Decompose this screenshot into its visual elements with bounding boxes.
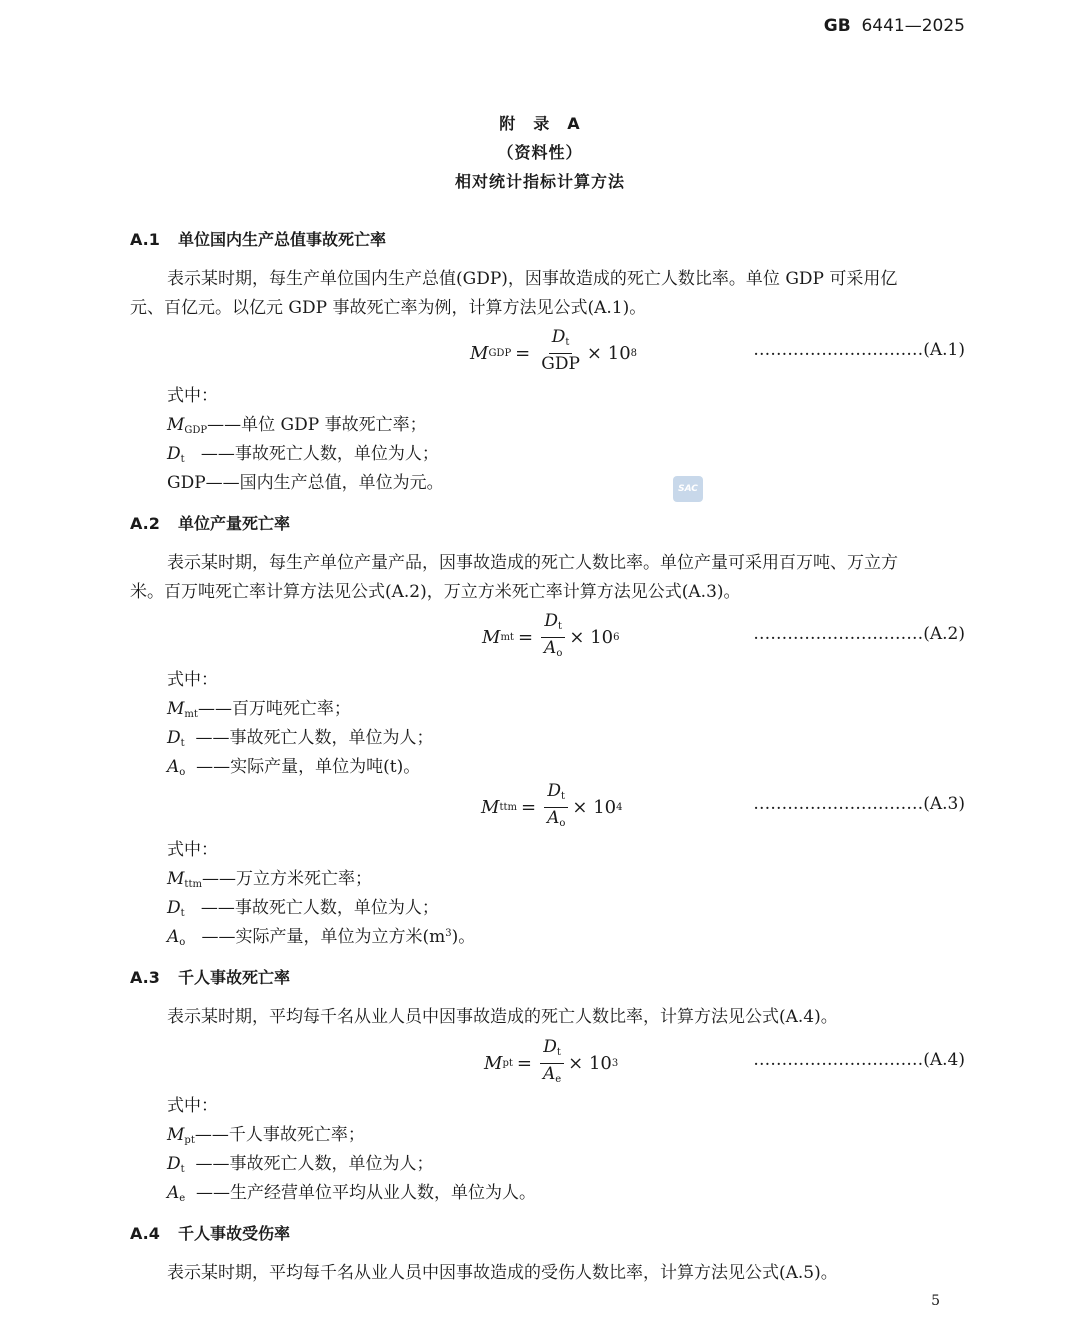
fraction: $\frac{D_t}{A_o}$ — [544, 782, 568, 833]
appendix-nature: （资料性） — [497, 143, 583, 162]
definition-item: GDP——国内生产总值，单位为元。 — [167, 473, 444, 493]
section-heading-a1: A.1 单位国内生产总值事故死亡率 — [130, 230, 387, 249]
definition-item: $A_o$ ——实际产量，单位为吨(t)。 — [167, 757, 421, 778]
definition-item: $A_e$ ——生产经营单位平均从业人数，单位为人。 — [167, 1183, 537, 1204]
formula-a3: M ttm = $\frac{D_t}{A_o}$ × 10 4 — [481, 782, 622, 833]
fraction: $\frac{D_t}{\text{GDP}}$ — [541, 327, 580, 374]
equation-number-a4: …………………………(A.4) — [753, 1050, 965, 1070]
appendix-title: 附 录 A — [499, 114, 581, 133]
definition-item: $D_t$ ——事故死亡人数，单位为人； — [167, 444, 439, 465]
sac-watermark-logo: SAC — [673, 476, 703, 502]
where-label: 式中： — [167, 840, 218, 860]
formula-a2: M mt = $\frac{D_t}{A_o}$ × 10 6 — [482, 612, 619, 663]
definition-item: $M_{pt}——$千人事故死亡率； — [167, 1125, 365, 1146]
where-label: 式中： — [167, 670, 218, 690]
paragraph-a2: 表示某时期，每生产单位产量产品，因事故造成的死亡人数比率。单位产量可采用百万吨、万立方 米。百万吨死亡率计算方法见公式(A.2)，万立方米死亡率计算方法见公式(A.3)。 — [130, 553, 898, 602]
definition-item: $M_{GDP}——$单位 GDP 事故死亡率； — [167, 415, 427, 436]
standard-code: GB 6441—2025 — [823, 16, 965, 36]
fraction: $\frac{D_t}{A_e}$ — [540, 1038, 564, 1089]
formula-a4: M pt = $\frac{D_t}{A_e}$ × 10 3 — [484, 1038, 618, 1089]
equation-number-a2: …………………………(A.2) — [753, 624, 965, 644]
where-label: 式中： — [167, 386, 218, 406]
definition-item: $D_t$ ——事故死亡人数，单位为人； — [167, 1154, 434, 1175]
paragraph-a3: 表示某时期，平均每千名从业人员中因事故造成的死亡人数比率，计算方法见公式(A.4)。 — [167, 1007, 838, 1027]
fraction: $\frac{D_t}{A_o}$ — [541, 612, 565, 663]
section-heading-a3: A.3 千人事故死亡率 — [130, 968, 291, 987]
definition-item: $D_t$ ——事故死亡人数，单位为人； — [167, 898, 439, 919]
appendix-name: 相对统计指标计算方法 — [454, 172, 625, 191]
page-number: 5 — [931, 1293, 940, 1309]
paragraph-a1: 表示某时期，每生产单位国内生产总值(GDP)，因事故造成的死亡人数比率。单位 GDP 可采用亿 元、百亿元。以亿元 GDP 事故死亡率为例，计算方法见公式(A.1)。 — [130, 269, 898, 318]
formula-a1: M GDP = $\frac{D_t}{\text{GDP}}$ × 10 8 — [470, 328, 637, 379]
section-heading-a2: A.2 单位产量死亡率 — [130, 514, 291, 533]
definition-item: $D_t$ ——事故死亡人数，单位为人； — [167, 728, 434, 749]
paragraph-a4: 表示某时期，平均每千名从业人员中因事故造成的受伤人数比率，计算方法见公式(A.5)。 — [167, 1263, 838, 1283]
definition-item: $A_o$ ——实际产量，单位为立方米$(m^3)$。 — [167, 927, 476, 948]
where-label: 式中： — [167, 1096, 218, 1116]
equation-number-a1: …………………………(A.1) — [753, 340, 965, 360]
definition-item: $M_{mt}——$百万吨死亡率； — [167, 699, 351, 720]
section-heading-a4: A.4 千人事故受伤率 — [130, 1224, 291, 1243]
definition-item: $M_{ttm}——$万立方米死亡率； — [167, 869, 372, 890]
equation-number-a3: …………………………(A.3) — [753, 794, 965, 814]
